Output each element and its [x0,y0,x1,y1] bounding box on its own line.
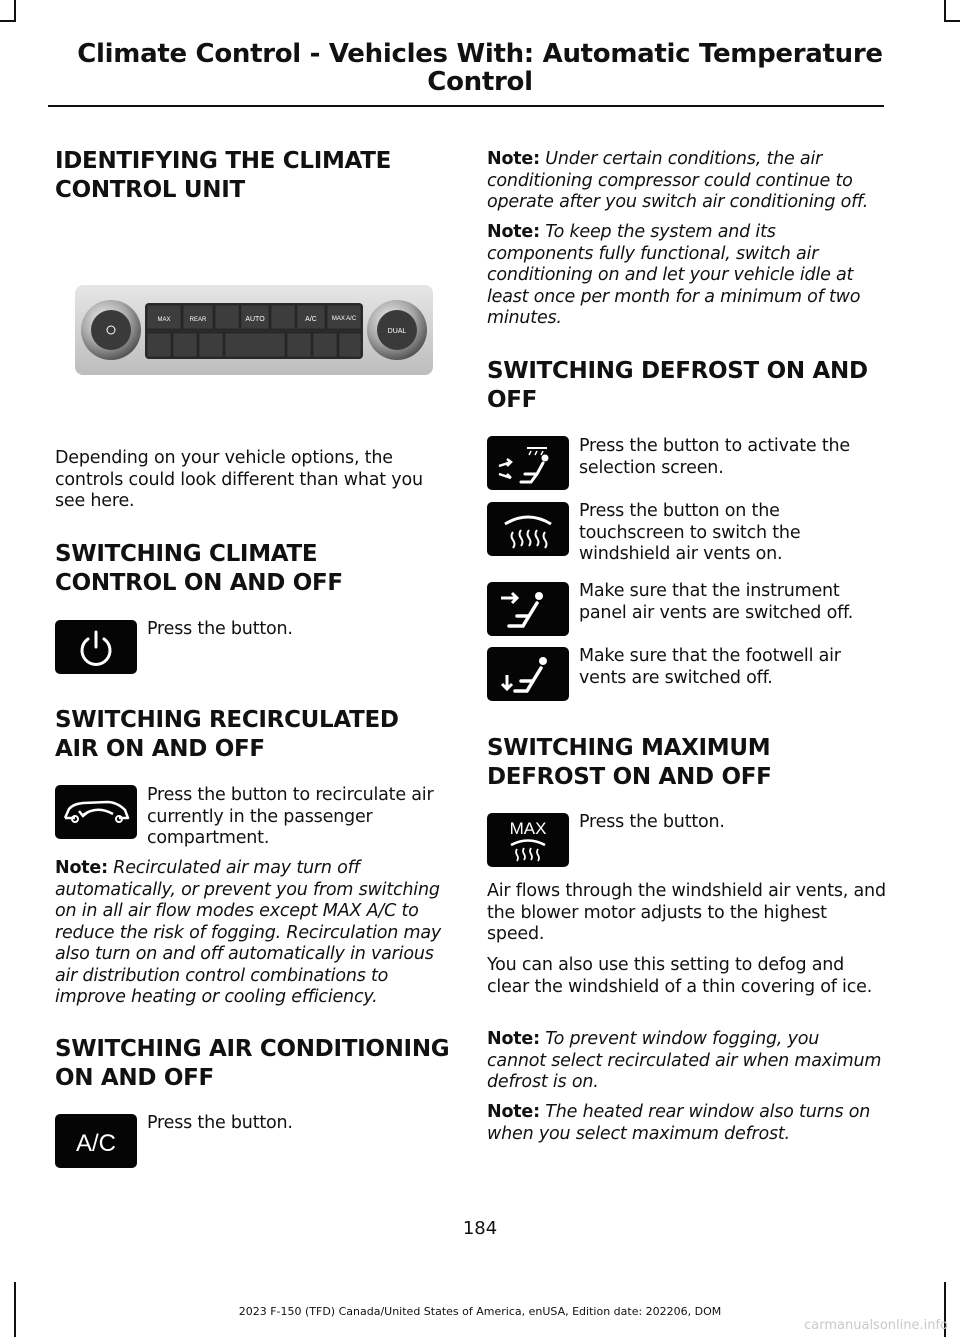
header-divider [48,105,884,107]
svg-text:A/C: A/C [305,316,317,323]
power-icon [55,620,137,674]
note-label: Note: [487,1102,540,1122]
ac-icon-label: A/C [75,1130,117,1157]
panel-vent-icon [487,582,569,636]
defrost-step-2: Press the button on the touchscreen to switch the windshield air vents on. [579,501,801,564]
max-icon-label: MAX [509,819,547,838]
watermark: carmanualsonline.info [804,1318,948,1333]
note-label: Note: [55,858,108,878]
maintenance-note [487,222,882,330]
recirculate-text: Press the button to recirculate air currently in the passenger compartment. [147,785,434,848]
compressor-note [487,149,882,214]
note-label: Note: [487,1029,540,1049]
section-title-recirculated-air: SWITCHING RECIRCULATED AIR ON AND OFF [55,707,399,762]
page-title: Climate Control - Vehicles With: Automatic Temperature Control [77,39,883,97]
svg-text:AUTO: AUTO [245,316,265,323]
svg-text:REAR: REAR [189,317,207,323]
recirculate-air-icon [55,785,137,839]
page-number: 184 [462,1218,498,1239]
section-title-identifying: IDENTIFYING THE CLIMATE CONTROL UNIT [55,148,392,203]
max-defrost-text: Press the button. [579,812,725,832]
section-title-air-conditioning: SWITCHING AIR CONDITIONING ON AND OFF [55,1036,450,1091]
recirculate-note [55,858,450,1009]
airflow-mode-icon [487,436,569,490]
note-text: The heated rear window also turns on when you select maximum defrost. [487,1102,871,1144]
climate-on-off-text: Press the button. [147,619,293,639]
footwell-vent-icon [487,647,569,701]
crop-mark [0,20,16,22]
windshield-defrost-icon [487,502,569,556]
section-title-climate-on-off: SWITCHING CLIMATE CONTROL ON AND OFF [55,541,343,596]
svg-text:MAX: MAX [157,317,171,323]
panel-caption: Depending on your vehicle options, the controls could look different than what you see here. [55,448,423,511]
defrost-step-1: Press the button to activate the selection screen. [579,436,850,478]
note-text: To keep the system and its components fully functional, switch air conditioning on and let your vehicle idle at least once per month for a minimum of two minutes. [487,222,861,328]
fogging-note [487,1029,882,1094]
crop-mark [14,0,16,22]
max-defrost-paragraph-2: You can also use this setting to defog and clear the windshield of a thin covering of ice. [487,955,873,997]
note-label: Note: [487,149,540,169]
note-text: Recirculated air may turn off automatically, or prevent you from switching on in all air flow modes except MAX A/C to reduce the risk of fogging. Recirculation may also turn on and off automatically in various air distribution control combinations to improve heating or cooling efficiency. [55,858,442,1007]
note-text: Under certain conditions, the air conditioning compressor could continue to operate after you switch air conditioning off. [487,149,869,212]
svg-text:MAX A/C: MAX A/C [331,316,357,322]
ac-on-off-text: Press the button. [147,1113,293,1133]
note-label: Note: [487,222,540,242]
defrost-step-4: Make sure that the footwell air vents are switched off. [579,646,841,688]
svg-text:DUAL: DUAL [387,328,407,335]
crop-mark [944,0,946,22]
max-defrost-paragraph-1: Air flows through the windshield air vents, and the blower motor adjusts to the highest speed. [487,881,886,944]
climate-control-panel-image [75,285,433,375]
note-text: To prevent window fogging, you cannot select recirculated air when maximum defrost is on. [487,1029,882,1092]
edition-footer: 2023 F-150 (TFD) Canada/United States of America, enUSA, Edition date: 202206, DOM [238,1305,722,1318]
rear-window-note [487,1102,882,1145]
ac-icon [55,1114,137,1168]
max-defrost-icon [487,813,569,867]
crop-mark [944,20,960,22]
section-title-defrost: SWITCHING DEFROST ON AND OFF [487,358,868,413]
section-title-max-defrost: SWITCHING MAXIMUM DEFROST ON AND OFF [487,735,772,790]
defrost-step-3: Make sure that the instrument panel air vents are switched off. [579,581,854,623]
